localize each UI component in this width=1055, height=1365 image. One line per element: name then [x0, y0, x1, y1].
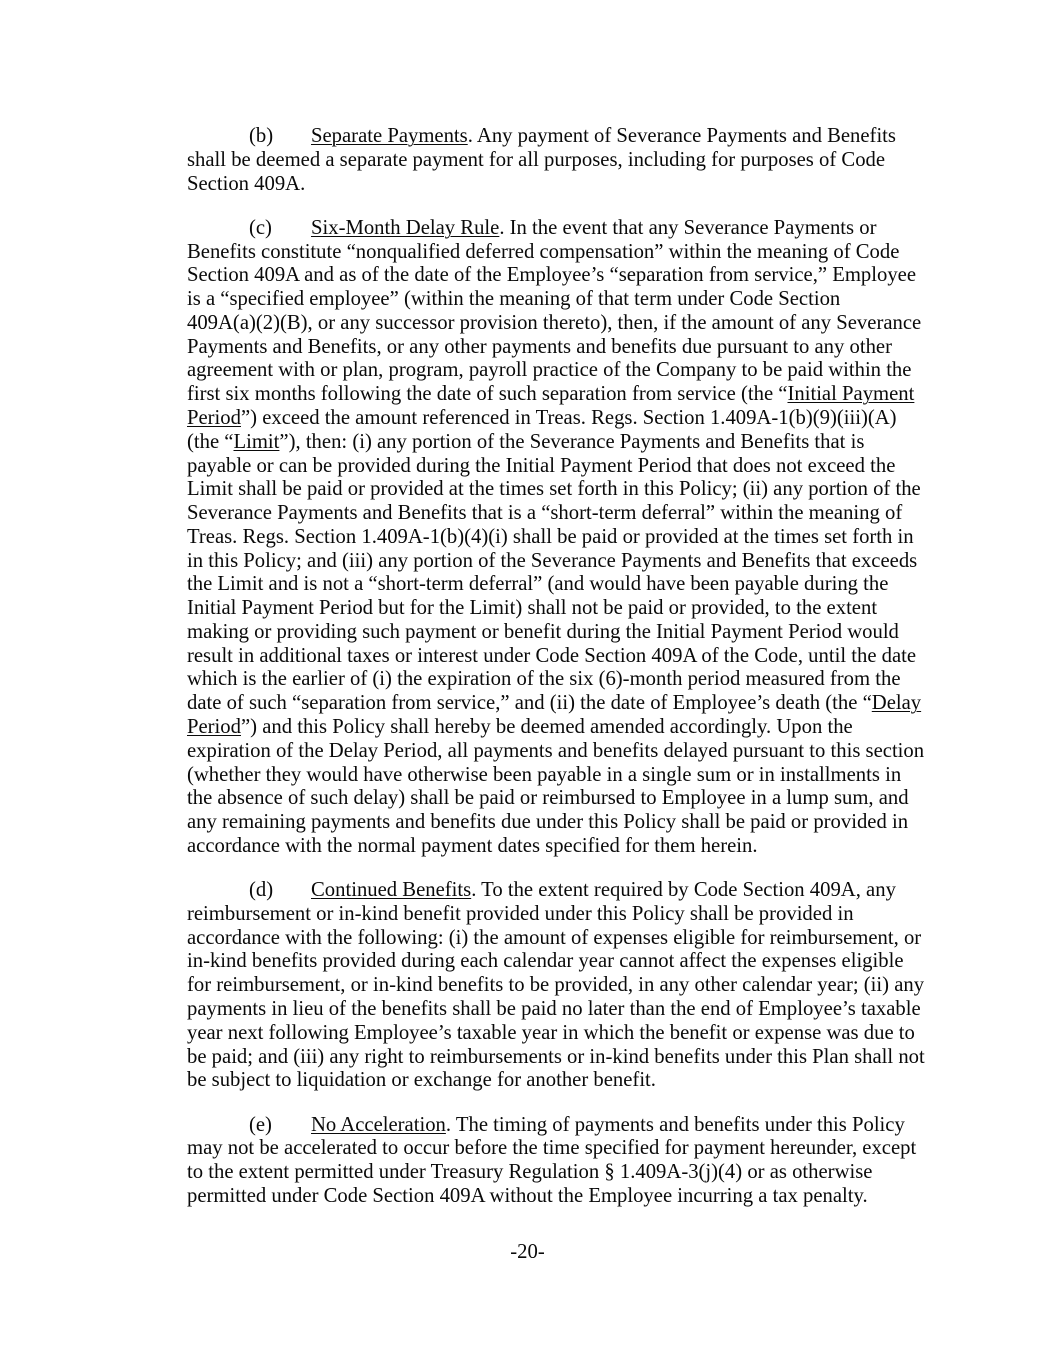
text-segment: first six months following the date of such separation from service (the “: [187, 383, 788, 406]
text-line: [187, 835, 967, 859]
text-line: [187, 264, 967, 288]
text-segment: Payments and Benefits, or any other payments and benefits due pursuant to any other: [187, 335, 892, 358]
section-heading: No Acceleration: [311, 1113, 446, 1136]
paragraph-d: [187, 879, 967, 1093]
text-segment: Initial Payment Period but for the Limit) shall not be paid or provided, to the extent: [187, 597, 878, 620]
text-segment: in-kind benefits provided during each calendar year cannot affect the expenses eligible: [187, 950, 904, 973]
text-line: [187, 879, 967, 903]
text-segment: . The timing of payments and benefits under this Policy: [445, 1113, 905, 1136]
paragraph-label: (d): [249, 879, 274, 902]
text-line: [187, 359, 967, 383]
text-segment: Section 409A.: [187, 172, 306, 195]
section-heading: Six-Month Delay Rule: [311, 216, 500, 239]
text-line: [187, 1114, 967, 1138]
text-line: [187, 740, 967, 764]
section-heading: Separate Payments: [311, 125, 468, 147]
text-segment: be paid; and (iii) any right to reimbursements or in-kind benefits under this Plan shall not: [187, 1045, 925, 1068]
text-segment: payable or can be provided during the Initial Payment Period that does not exceed the: [187, 454, 896, 477]
text-line: [187, 903, 967, 927]
text-line: [187, 573, 967, 597]
text-segment: the Limit and is not a “short-term deferral” (and would have been payable during the: [187, 573, 889, 596]
text-line: [187, 692, 967, 716]
text-line: [187, 1022, 967, 1046]
text-line: [187, 431, 967, 455]
text-segment: which is the earlier of (i) the expiration of the six (6)-month period measured from the: [187, 668, 901, 691]
text-line: [187, 998, 967, 1022]
text-line: [187, 668, 967, 692]
text-segment: result in additional taxes or interest under Code Section 409A of the Code, until the date: [187, 644, 917, 667]
text-segment: be subject to liquidation or exchange for another benefit.: [187, 1069, 656, 1092]
text-line: [187, 787, 967, 811]
text-line: [187, 125, 967, 149]
text-segment: may not be accelerated to occur before the time specified for payment hereunder, except: [187, 1137, 917, 1160]
text-line: [187, 383, 967, 407]
text-segment: to the extent permitted under Treasury Regulation § 1.409A-3(j)(4) or as otherwise: [187, 1161, 873, 1184]
text-segment: Limit shall be paid or provided at the times set forth in this Policy; (ii) any portion of the: [187, 478, 921, 501]
text-line: [187, 927, 967, 951]
text-segment: any remaining payments and benefits due under this Policy shall be paid or provided in: [187, 811, 909, 834]
text-segment: expiration of the Delay Period, all payments and benefits delayed pursuant to this section: [187, 739, 925, 762]
text-line: [187, 1137, 967, 1161]
text-segment: in this Policy; and (iii) any portion of the Severance Payments and Benefits that exceeds: [187, 549, 918, 572]
text-line: [187, 288, 967, 312]
defined-term: Period: [187, 407, 241, 430]
text-line: [187, 716, 967, 740]
paragraph-label: (c): [249, 216, 272, 239]
text-line: [187, 811, 967, 835]
text-line: [187, 241, 967, 265]
paragraph-c: [187, 217, 967, 859]
text-line: [187, 764, 967, 788]
text-segment: (whether they would have otherwise been payable in a single sum or in installments in: [187, 763, 902, 786]
text-line: [187, 149, 967, 173]
text-segment: accordance with the following: (i) the amount of expenses eligible for reimbursement, or: [187, 926, 922, 949]
text-line: [187, 645, 967, 669]
defined-term: Limit: [233, 430, 280, 453]
paragraph-label: (e): [249, 1113, 272, 1136]
text-line: [187, 455, 967, 479]
text-line: [187, 1161, 967, 1185]
text-segment: . Any payment of Severance Payments and Benefits: [467, 125, 896, 147]
text-segment: payments in lieu of the benefits shall be paid no later than the end of Employee’s taxable: [187, 997, 921, 1020]
defined-term: Delay: [871, 692, 922, 715]
section-heading: Continued Benefits: [311, 879, 472, 902]
text-line: [187, 550, 967, 574]
text-line: [187, 312, 967, 336]
text-segment: ”) and this Policy shall hereby be deemed amended accordingly. Upon the: [240, 715, 853, 738]
text-segment: . To the extent required by Code Section 409A, any: [471, 879, 896, 902]
text-segment: permitted under Code Section 409A without the Employee incurring a tax penalty.: [187, 1184, 868, 1207]
text-segment: Section 409A and as of the date of the Employee’s “separation from service,” Employee: [187, 264, 917, 287]
text-line: [187, 217, 967, 241]
paragraph-b: [187, 125, 967, 196]
text-line: [187, 478, 967, 502]
text-line: [187, 950, 967, 974]
text-segment: 409A(a)(2)(B), or any successor provision thereto), then, if the amount of any Severance: [187, 311, 922, 334]
text-line: [187, 526, 967, 550]
paragraph-e: [187, 1114, 967, 1209]
text-segment: ”), then: (i) any portion of the Severance Payments and Benefits that is: [279, 430, 865, 453]
text-segment: for reimbursement, or in-kind benefits to be provided, in any other calendar year; (ii) any: [187, 974, 925, 997]
defined-term: Period: [187, 715, 241, 738]
text-segment: is a “specified employee” (within the meaning of that term under Code Section: [187, 288, 841, 311]
text-line: [187, 1046, 967, 1070]
text-segment: ”) exceed the amount referenced in Treas. Regs. Section 1.409A-1(b)(9)(iii)(A): [240, 407, 897, 430]
text-segment: shall be deemed a separate payment for all purposes, including for purposes of Code: [187, 148, 886, 171]
text-segment: date of such “separation from service,” and (ii) the date of Employee’s death (the “: [187, 692, 872, 715]
text-segment: Severance Payments and Benefits that is a “short-term deferral” within the meaning of: [187, 502, 903, 525]
text-line: [187, 621, 967, 645]
text-segment: Treas. Regs. Section 1.409A-1(b)(4)(i) shall be paid or provided at the times set forth in: [187, 525, 914, 548]
text-segment: reimbursement or in-kind benefit provided under this Policy shall be provided in: [187, 902, 854, 925]
text-line: [187, 336, 967, 360]
text-segment: making or providing such payment or benefit during the Initial Payment Period would: [187, 620, 899, 643]
document-body: [187, 125, 967, 1229]
defined-term: Initial Payment: [787, 383, 915, 406]
text-segment: the absence of such delay) shall be paid or reimbursed to Employee in a lump sum, and: [187, 787, 909, 810]
page-number: -20-: [510, 1241, 545, 1263]
text-line: [187, 502, 967, 526]
text-segment: agreement with or plan, program, payroll practice of the Company to be paid within the: [187, 359, 912, 382]
text-line: [187, 1185, 967, 1209]
text-line: [187, 407, 967, 431]
text-segment: (the “: [187, 430, 234, 453]
text-segment: . In the event that any Severance Payments or: [499, 216, 877, 239]
text-segment: Benefits constitute “nonqualified deferred compensation” within the meaning of Code: [187, 240, 900, 263]
paragraph-label: (b): [249, 125, 274, 147]
text-segment: year next following Employee’s taxable year in which the benefit or expense was due to: [187, 1021, 915, 1044]
text-line: [187, 597, 967, 621]
text-segment: accordance with the normal payment dates specified for them herein.: [187, 834, 758, 857]
text-line: [187, 974, 967, 998]
text-line: [187, 1069, 967, 1093]
text-line: [187, 173, 967, 197]
